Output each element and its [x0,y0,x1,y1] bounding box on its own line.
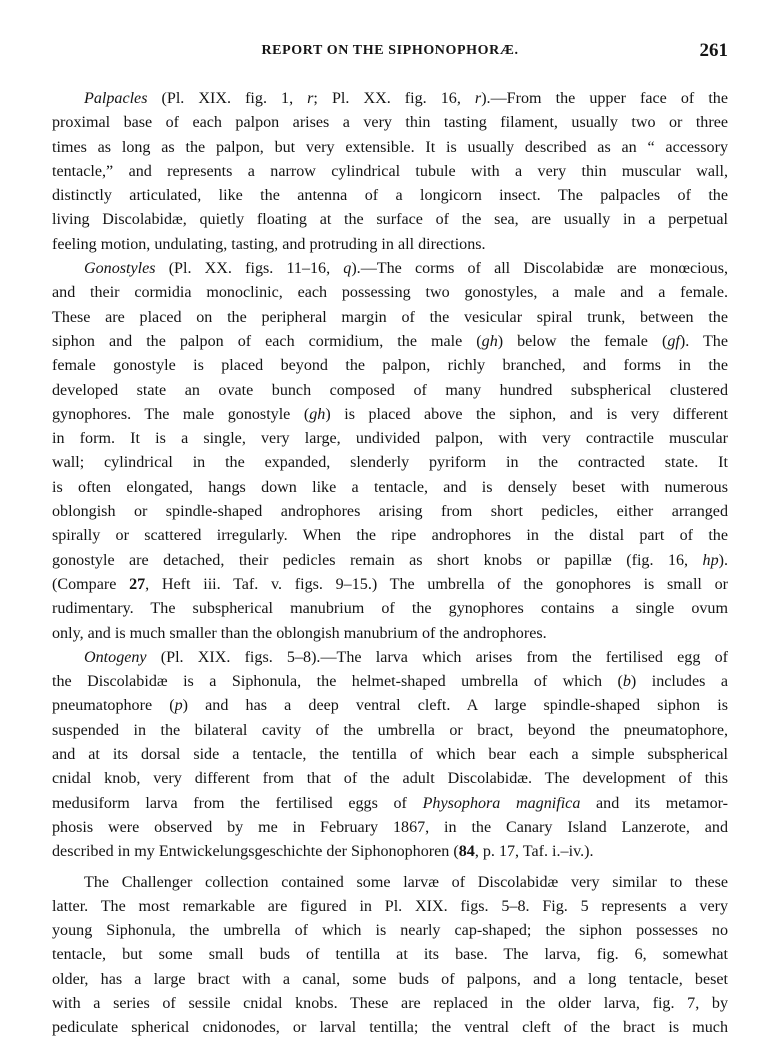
text-line: suspended in the bilateral cavity of the umbrella or bract, beyond the pneumatophore, [52,721,728,739]
paragraph-challenger-line: The Challenger collection contained some larvæ of Discolabidæ very similar to these [84,873,728,891]
heading-ontogeny: Ontogeny [84,648,147,666]
text-line: (Compare 27, Heft iii. Taf. v. figs. 9–15.) The umbrella of the gonophores is small or [52,575,729,593]
paragraph-ontogeny-line: Ontogeny (Pl. XIX. figs. 5–8).—The larva which arises from the fertilised egg of [84,648,728,666]
text-line: living Discolabidæ, quietly floating at the surface of the sea, are usually in a perpetual [52,211,728,229]
reference-number: 27 [129,575,146,593]
text-line: female gonostyle is placed beyond the palpon, richly branched, and forms in the [52,357,728,375]
text-line: with a series of sessile cnidal knobs. These are replaced in the older larva, fig. 7, by [52,994,728,1012]
text-line: and their cormidia monoclinic, each possessing two gonostyles, a male and a female. [52,284,728,302]
text-line: rudimentary. The subspherical manubrium of the gynophores contains a single ovum [52,600,728,618]
text-line: pediculate spherical cnidonodes, or larval tentilla; the ventral cleft of the bract is much [52,1019,728,1037]
text-line: older, has a large bract with a canal, some buds of palpons, and a long tentacle, beset [52,970,728,988]
text-line: feeling motion, undulating, tasting, and protruding in all directions. [52,235,486,253]
paragraph-gonostyles-line: Gonostyles (Pl. XX. figs. 11–16, q).—The corms of all Discolabidæ are monœcious, [84,260,729,278]
species-name: Physophora magnifica [422,794,581,812]
text-line: pneumatophore (p) and has a deep ventral cleft. A large spindle-shaped siphon is [52,697,728,715]
text-line: is often elongated, hangs down like a tentacle, and is densely beset with numerous [52,478,728,496]
text-line: oblongish or spindle-shaped androphores arising from short pedicles, either arranged [52,503,728,521]
running-head [52,40,728,64]
reference-number: 84 [458,843,475,861]
text-line: spirally or scattered irregularly. When the ripe androphores in the distal part of the [52,527,728,545]
paragraph-palpacles-line: Palpacles (Pl. XIX. fig. 1, r; Pl. XX. fig. 16, r).—From the upper face of the [84,90,728,107]
text-line: gynophores. The male gonostyle (gh) is placed above the siphon, and is very different [52,405,728,423]
page-number: 261 [699,40,728,61]
text-line: times as long as the palpon, but very extensible. It is usually described as an “ accessory [52,138,728,156]
text-line: developed state an ovate bunch composed of many hundred subspherical clustered [52,381,728,399]
text-line: cnidal knob, very different from that of the adult Discolabidæ. The development of this [52,770,728,788]
text-line: and at its dorsal side a tentacle, the tentilla of which bear each a simple subspherical [52,746,728,764]
text-line: tentacle,” and represents a narrow cylindrical tubule with a very thin muscular wall, [52,162,728,180]
heading-palpacles: Palpacles [84,90,148,107]
text-line: only, and is much smaller than the oblongish manubrium of the androphores. [52,624,547,642]
text-line: latter. The most remarkable are figured in Pl. XIX. figs. 5–8. Fig. 5 represents a very [52,897,728,915]
text-line: phosis were observed by me in February 1867, in the Canary Island Lanzerote, and [52,818,728,836]
body-text [52,87,728,1041]
text-line: tentacle, but some small buds of tentilla at its base. The larva, fig. 6, somewhat [52,946,728,964]
text-line: wall; cylindrical in the expanded, slenderly pyriform in the contracted state. It [52,454,728,472]
text-line: described in my Entwickelungsgeschichte der Siphonophoren (84, p. 17, Taf. i.–iv.). [52,843,594,861]
text-line: proximal base of each palpon arises a very thin tasting filament, usually two or three [52,114,728,132]
text-line: medusiform larva from the fertilised eggs of Physophora magnifica and its metamor- [52,794,729,812]
text-line: in form. It is a single, very large, undivided palpon, with very contractile muscular [52,430,728,448]
text-line: young Siphonula, the umbrella of which is nearly cap-shaped; the siphon possesses no [52,922,728,940]
running-title: REPORT ON THE SIPHONOPHORÆ. [261,43,519,58]
text-line: distinctly articulated, like the antenna of a longicorn insect. The palpacles of the [52,187,728,205]
text-line: siphon and the palpon of each cormidium, the male (gh) below the female (gf). The [52,332,728,350]
text-line: These are placed on the peripheral margin of the vesicular spiral trunk, between the [52,308,728,326]
text-line: the Discolabidæ is a Siphonula, the helmet-shaped umbrella of which (b) includes a [52,673,728,691]
heading-gonostyles: Gonostyles [84,260,156,278]
text-line: gonostyle are detached, their pedicles remain as short knobs or papillæ (fig. 16, hp). [52,551,728,569]
